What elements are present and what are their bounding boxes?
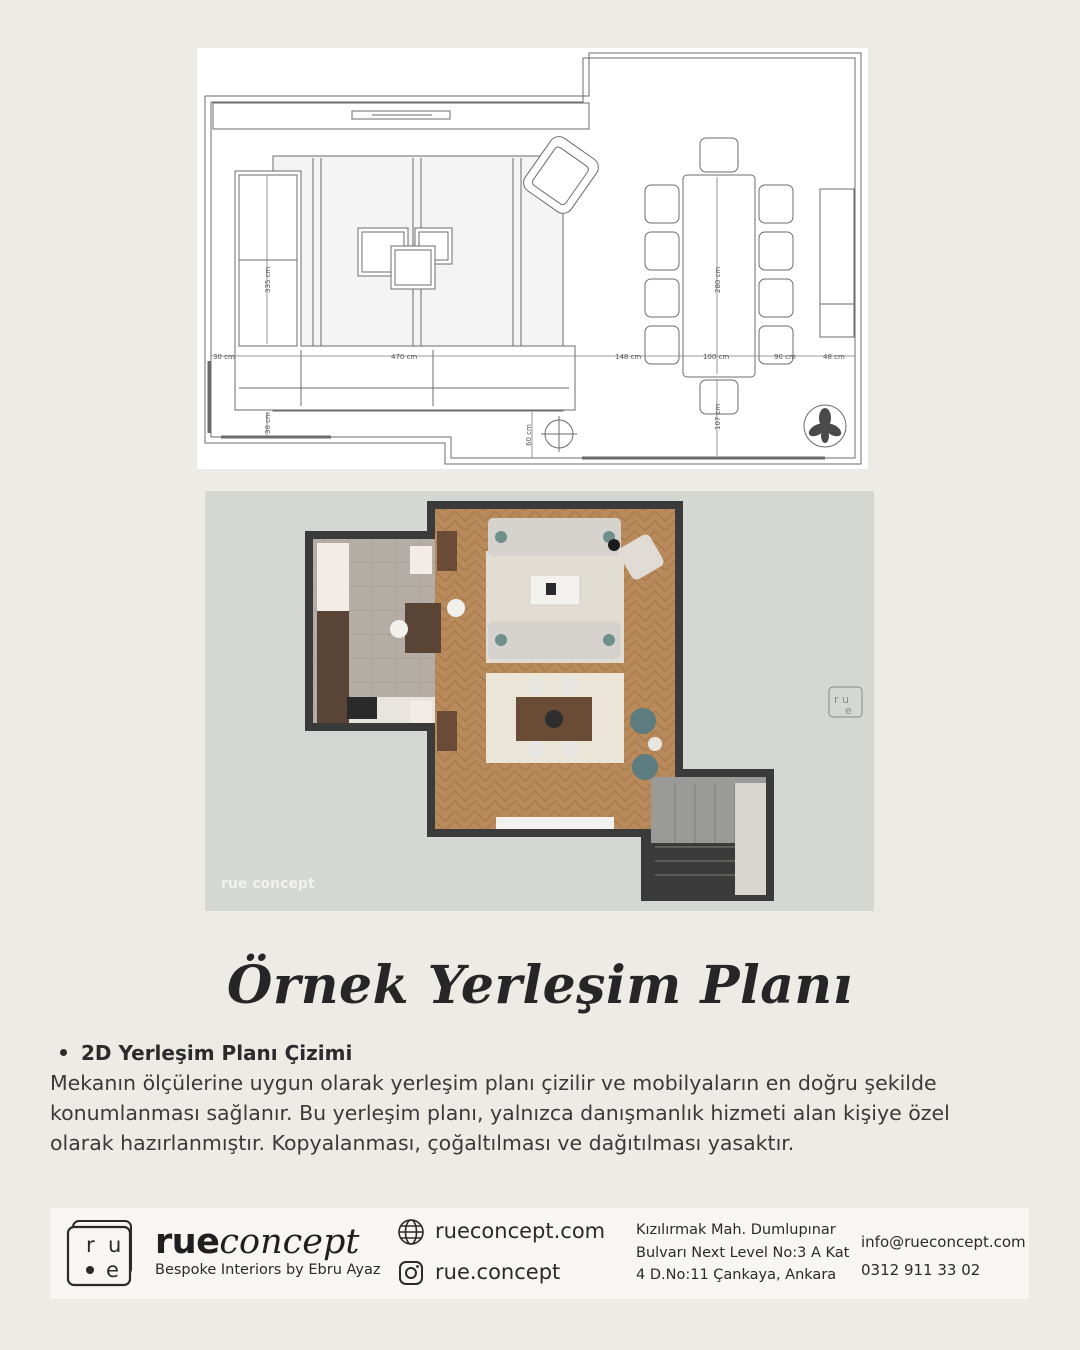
logo-letter: u [108,1233,122,1257]
address-line: 4 D.No:11 Çankaya, Ankara [636,1267,837,1283]
instagram-link[interactable]: rue.concept [435,1260,561,1284]
page-title: Örnek Yerleşim Planı [227,955,853,1016]
dim-label: 48 cm [823,353,845,361]
floor-plan-rendered [205,491,874,911]
dim-label: 60 cm [525,424,533,446]
dim-label: 100 cm [703,353,730,361]
floor-plan-2d-drawing [197,48,868,469]
address [636,1219,849,1287]
dim-label: 107 cm [714,403,722,430]
logo-letter: e [106,1258,119,1282]
dim-label: 470 cm [391,353,418,361]
instagram-icon [397,1259,425,1287]
rue-stamp [829,687,862,717]
phone-number[interactable]: 0312 911 33 02 [861,1261,981,1279]
dim-label: 30 cm [264,412,272,434]
floor-plan-rendered-drawing [205,491,874,911]
email-link[interactable]: info@rueconcept.com [861,1233,1026,1251]
floor-plan-2d [197,48,868,469]
body-line: olarak hazırlanmıştır. Kopyalanması, çoğaltılması ve dağıtılması yasaktır. [50,1131,795,1155]
globe-icon [397,1218,425,1246]
brand-bold: rue [155,1222,220,1262]
tagline: Bespoke Interiors by Ebru Ayaz [155,1262,381,1278]
logo-letter: r [86,1233,95,1257]
section-heading-text: 2D Yerleşim Planı Çizimi [81,1041,353,1065]
contact-info [861,1228,1026,1284]
svg-text:r u: r u [834,693,849,706]
address-line: Kızılırmak Mah. Dumlupınar [636,1222,836,1238]
section-heading [60,1041,352,1065]
brand-name [155,1222,359,1262]
watermark: rue concept [221,876,315,892]
dim-label: 335 cm [264,266,272,293]
dim-label: 90 cm [774,353,796,361]
bullet-icon [60,1049,67,1056]
brand-italic: concept [219,1222,360,1262]
website-link[interactable]: rueconcept.com [435,1219,606,1243]
dim-label: 148 cm [615,353,642,361]
address-line: Bulvarı Next Level No:3 A Kat [636,1244,850,1261]
body-line: konumlanması sağlanır. Bu yerleşim planı, yalnızca danışmanlık hizmeti alan kişiye özel [50,1101,950,1125]
rue-logo [66,1219,136,1287]
logo-icon [66,1219,136,1287]
dim-label: 280 cm [714,266,722,293]
dim-label: 30 cm [213,353,235,361]
body-line: Mekanın ölçülerine uygun olarak yerleşim planı çizilir ve mobilyaların en doğru şekilde [50,1071,937,1095]
svg-text:e: e [845,704,852,717]
section-body [50,1068,1010,1158]
